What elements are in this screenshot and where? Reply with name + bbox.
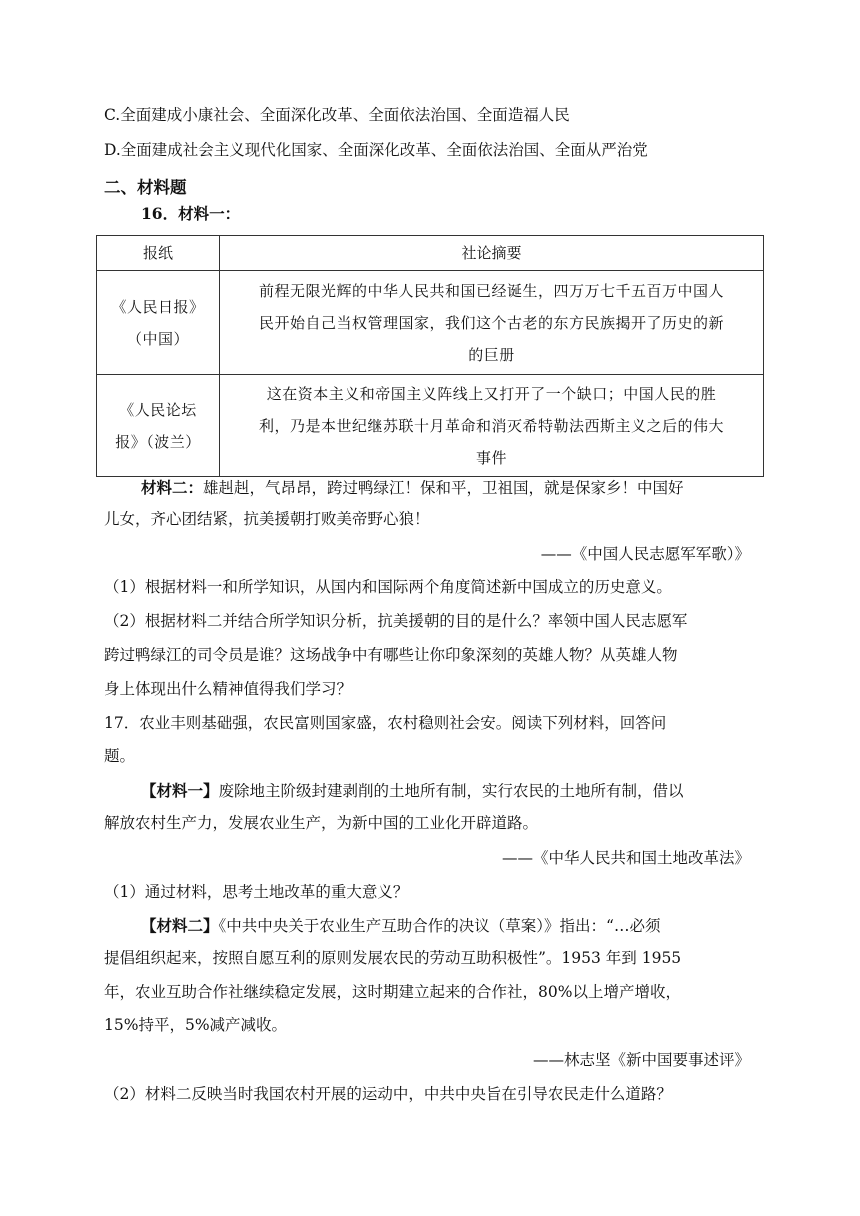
q17-material2-source: ——林志坚《新中国要事述评》 <box>532 1051 750 1069</box>
q17-material1-source: ——《中华人民共和国土地改革法》 <box>501 849 750 867</box>
q17-material2-line2: 提倡组织起来，按照自愿互利的原则发展农民的劳动互助积极性”。1953 年到 1955 <box>104 949 682 967</box>
q17-intro-line2: 题。 <box>104 747 136 765</box>
q16-sub1: （1）根据材料一和所学知识，从国内和国际两个角度简述新中国成立的历史意义。 <box>104 578 672 596</box>
cell-line: （中国） <box>126 329 189 348</box>
cell-line: 利，乃是本世纪继苏联十月革命和消灭希特勒法西斯主义之后的伟大 <box>258 416 724 435</box>
cell-line: 民开始自己当权管理国家，我们这个古老的东方民族揭开了历史的新 <box>258 313 724 332</box>
q17-material2-line1 <box>141 915 660 937</box>
table-cell-paper <box>97 375 220 477</box>
table-row <box>97 271 764 375</box>
cell-line: 《人民论坛 <box>119 400 197 419</box>
table-header-row <box>97 236 764 271</box>
q17-material1-line1 <box>141 780 684 802</box>
table-cell-summary <box>220 271 764 375</box>
cell-line: 前程无限光辉的中华人民共和国已经诞生，四万万七千五百万中国人 <box>258 281 724 300</box>
q17-material2-label: 【材料二】 <box>141 916 219 935</box>
q17-material1-text: 废除地主阶级封建剥削的土地所有制，实行农民的土地所有制，借以 <box>218 782 684 800</box>
q16-sub2-line1: （2）根据材料二并结合所学知识分析，抗美援朝的目的是什么？率领中国人民志愿军 <box>104 612 688 630</box>
q16-sub2-line3: 身上体现出什么精神值得我们学习？ <box>104 680 353 698</box>
q17-material2-line4: 15%持平，5%减产减收。 <box>104 1016 288 1034</box>
question-16-label: 16．材料一： <box>141 204 241 223</box>
q17-sub2: （2）材料二反映当时我国农村开展的运动中，中共中央旨在引导农民走什么道路？ <box>104 1085 672 1103</box>
q16-material2-label: 材料二： <box>141 478 204 497</box>
q17-material2-line3: 年，农业互助合作社继续稳定发展，这时期建立起来的合作社，80%以上增产增收， <box>104 983 681 1001</box>
q17-material2-text: 《中共中央关于农业生产互助合作的决议（草案）》指出：“…必须 <box>218 917 661 935</box>
cell-line: 的巨册 <box>468 345 515 364</box>
table-cell-summary <box>220 375 764 477</box>
q16-material2-line1 <box>141 477 684 499</box>
table-row <box>97 375 764 477</box>
cell-line: 这在资本主义和帝国主义阵线上又打开了一个缺口；中国人民的胜 <box>266 384 717 403</box>
option-c: C.全面建成小康社会、全面深化改革、全面依法治国、全面造福人民 <box>104 106 570 124</box>
q16-material2-text: 雄赳赳，气昂昂，跨过鸭绿江！保和平，卫祖国，就是保家乡！中国好 <box>203 479 684 497</box>
table-header-summary: 社论摘要 <box>220 236 764 271</box>
q17-material1-label: 【材料一】 <box>141 781 219 800</box>
cell-line: 报》（波兰） <box>115 432 201 451</box>
q17-intro-line1: 17．农业丰则基础强，农民富则国家盛，农村稳则社会安。阅读下列材料，回答问 <box>104 714 667 732</box>
q16-material2-line2: 儿女，齐心团结紧，抗美援朝打败美帝野心狼！ <box>104 510 430 528</box>
q17-sub1: （1）通过材料，思考土地改革的重大意义？ <box>104 883 409 901</box>
section-heading: 二、材料题 <box>104 178 187 197</box>
q16-sub2-line2: 跨过鸭绿江的司令员是谁？这场战争中有哪些让你印象深刻的英雄人物？从英雄人物 <box>104 646 678 664</box>
q16-material2-source: ——《中国人民志愿军军歌）》 <box>540 545 750 563</box>
table-header-paper: 报纸 <box>97 236 220 271</box>
cell-line: 《人民日报》 <box>111 297 205 316</box>
cell-line: 事件 <box>475 448 507 467</box>
option-d: D.全面建成社会主义现代化国家、全面深化改革、全面依法治国、全面从严治党 <box>104 141 648 159</box>
q17-material1-line2: 解放农村生产力，发展农业生产，为新中国的工业化开辟道路。 <box>104 814 539 832</box>
table-cell-paper <box>97 271 220 375</box>
newspaper-table <box>96 235 764 477</box>
